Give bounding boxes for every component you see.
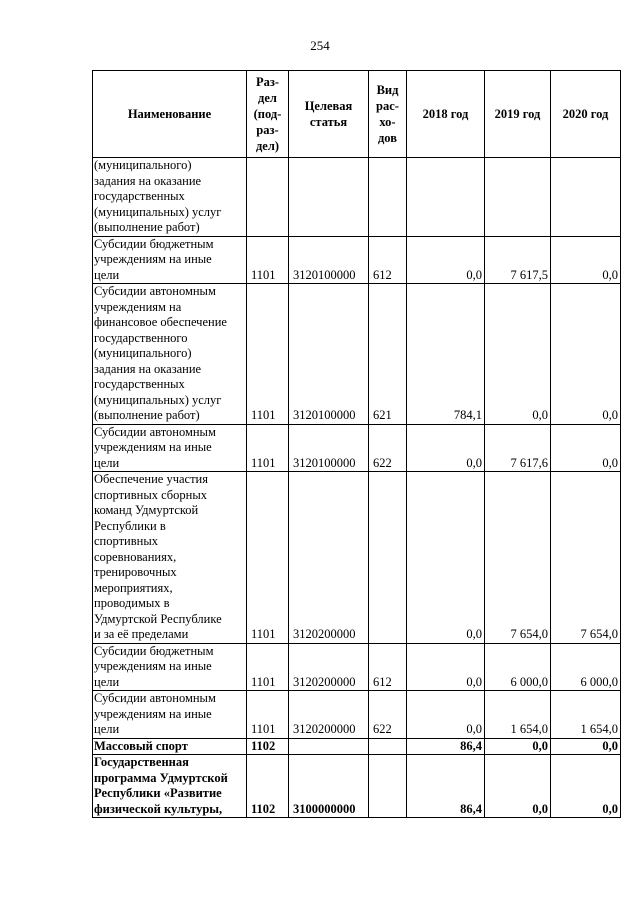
cell-y2019: 0,0 <box>485 284 551 425</box>
cell-section: 1102 <box>247 738 289 755</box>
table-row <box>93 424 621 472</box>
header-name: Наименование <box>93 71 247 158</box>
cell-section: 1101 <box>247 284 289 425</box>
page-number: 254 <box>310 38 330 53</box>
cell-type: 622 <box>369 424 407 472</box>
cell-name: Субсидии автономным учреждениям на иные цели <box>93 691 247 739</box>
cell-y2018: 0,0 <box>407 236 485 284</box>
cell-y2018: 0,0 <box>407 643 485 691</box>
cell-y2019 <box>485 158 551 237</box>
header-2019: 2019 год <box>485 71 551 158</box>
cell-type: 612 <box>369 236 407 284</box>
cell-type: 612 <box>369 643 407 691</box>
cell-target: 3120200000 <box>289 691 369 739</box>
cell-y2019: 1 654,0 <box>485 691 551 739</box>
table-row <box>93 738 621 755</box>
header-section: Раз- дел (под- раз- дел) <box>247 71 289 158</box>
table-row <box>93 236 621 284</box>
cell-y2020: 0,0 <box>551 284 621 425</box>
cell-target: 3100000000 <box>289 755 369 818</box>
header-row <box>93 71 621 158</box>
cell-y2019: 0,0 <box>485 755 551 818</box>
cell-name: Субсидии автономным учреждениям на финансовое обеспечение государственного (муниципального) задания на оказание государственных (муниципальных) услуг (выполнение работ) <box>93 284 247 425</box>
cell-section: 1102 <box>247 755 289 818</box>
cell-y2018: 0,0 <box>407 472 485 644</box>
header-2018: 2018 год <box>407 71 485 158</box>
cell-type: 621 <box>369 284 407 425</box>
cell-y2019: 7 617,6 <box>485 424 551 472</box>
cell-target: 3120100000 <box>289 424 369 472</box>
table-row <box>93 755 621 818</box>
cell-y2018: 0,0 <box>407 424 485 472</box>
cell-name: Субсидии автономным учреждениям на иные цели <box>93 424 247 472</box>
cell-y2018 <box>407 158 485 237</box>
cell-type <box>369 738 407 755</box>
cell-y2018: 86,4 <box>407 738 485 755</box>
cell-target: 3120200000 <box>289 472 369 644</box>
cell-target: 3120100000 <box>289 284 369 425</box>
cell-y2020: 0,0 <box>551 424 621 472</box>
header-target: Целевая статья <box>289 71 369 158</box>
cell-target: 3120200000 <box>289 643 369 691</box>
header-type: Вид рас- хо- дов <box>369 71 407 158</box>
table-row <box>93 691 621 739</box>
cell-type <box>369 472 407 644</box>
cell-y2020: 0,0 <box>551 738 621 755</box>
cell-y2020: 1 654,0 <box>551 691 621 739</box>
cell-name: Субсидии бюджетным учреждениям на иные цели <box>93 236 247 284</box>
table-row <box>93 643 621 691</box>
table-row <box>93 284 621 425</box>
cell-section: 1101 <box>247 236 289 284</box>
cell-name: (муниципального) задания на оказание государственных (муниципальных) услуг (выполнение работ) <box>93 158 247 237</box>
cell-y2020: 0,0 <box>551 236 621 284</box>
cell-name: Массовый спорт <box>93 738 247 755</box>
cell-section: 1101 <box>247 643 289 691</box>
cell-y2018: 784,1 <box>407 284 485 425</box>
cell-target <box>289 738 369 755</box>
cell-target: 3120100000 <box>289 236 369 284</box>
cell-y2018: 86,4 <box>407 755 485 818</box>
cell-y2020: 0,0 <box>551 755 621 818</box>
cell-name: Обеспечение участия спортивных сборных команд Удмуртской Республики в спортивных соревнованиях, тренировочных мероприятиях, проводимых в Удмуртской Республике и за её пределами <box>93 472 247 644</box>
table-row <box>93 158 621 237</box>
cell-y2019: 6 000,0 <box>485 643 551 691</box>
budget-table <box>92 70 621 818</box>
cell-type <box>369 158 407 237</box>
cell-y2019: 0,0 <box>485 738 551 755</box>
header-2020: 2020 год <box>551 71 621 158</box>
cell-type: 622 <box>369 691 407 739</box>
cell-y2018: 0,0 <box>407 691 485 739</box>
cell-target <box>289 158 369 237</box>
table-row <box>93 472 621 644</box>
cell-y2020 <box>551 158 621 237</box>
cell-section: 1101 <box>247 424 289 472</box>
cell-type <box>369 755 407 818</box>
cell-section: 1101 <box>247 472 289 644</box>
cell-section <box>247 158 289 237</box>
table-body <box>93 158 621 818</box>
cell-y2019: 7 654,0 <box>485 472 551 644</box>
cell-y2020: 7 654,0 <box>551 472 621 644</box>
cell-y2019: 7 617,5 <box>485 236 551 284</box>
cell-name: Государственная программа Удмуртской Республики «Развитие физической культуры, <box>93 755 247 818</box>
cell-y2020: 6 000,0 <box>551 643 621 691</box>
cell-section: 1101 <box>247 691 289 739</box>
cell-name: Субсидии бюджетным учреждениям на иные цели <box>93 643 247 691</box>
